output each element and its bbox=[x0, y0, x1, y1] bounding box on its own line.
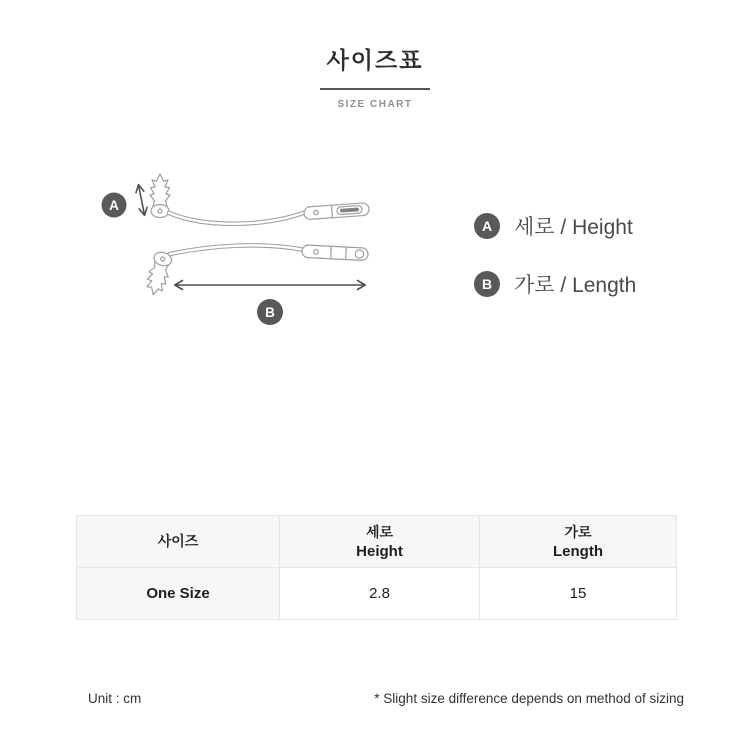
size-table-header-row bbox=[77, 516, 677, 568]
legend-item-length bbox=[474, 269, 636, 299]
legend-marker-a: A bbox=[474, 213, 500, 239]
unit-note: Unit : cm bbox=[88, 691, 142, 706]
height-arrow bbox=[136, 185, 147, 216]
marker-a bbox=[102, 193, 127, 218]
dimension-legend bbox=[474, 211, 636, 327]
size-table-row bbox=[77, 568, 677, 620]
cell-size-name: One Size bbox=[77, 568, 280, 620]
cell-height-value: 2.8 bbox=[280, 568, 480, 620]
page-title: 사이즈표 bbox=[326, 47, 424, 73]
legend-label-length: 가로 / Length bbox=[514, 274, 637, 297]
hairpin-dimension-diagram bbox=[90, 158, 380, 330]
col-header-length: 가로 Length bbox=[480, 516, 677, 568]
marker-b bbox=[257, 299, 283, 325]
bottom-pin-screw bbox=[144, 250, 175, 297]
size-table bbox=[76, 515, 677, 620]
col-header-height: 세로 Height bbox=[280, 516, 480, 568]
top-pin bbox=[169, 203, 369, 224]
cell-length-value: 15 bbox=[480, 568, 677, 620]
legend-marker-b: B bbox=[474, 271, 500, 297]
svg-text:A: A bbox=[109, 198, 119, 213]
page-subtitle: SIZE CHART bbox=[337, 99, 413, 110]
legend-label-height: 세로 / Height bbox=[514, 216, 633, 239]
length-arrow bbox=[175, 281, 365, 290]
bottom-pin bbox=[170, 245, 368, 261]
legend-item-height bbox=[474, 211, 636, 241]
title-underline bbox=[320, 88, 430, 90]
col-header-size: 사이즈 bbox=[77, 516, 280, 568]
svg-text:B: B bbox=[265, 305, 275, 320]
sizing-disclaimer: * Slight size difference depends on method of sizing bbox=[374, 691, 684, 706]
title-block bbox=[0, 42, 750, 110]
